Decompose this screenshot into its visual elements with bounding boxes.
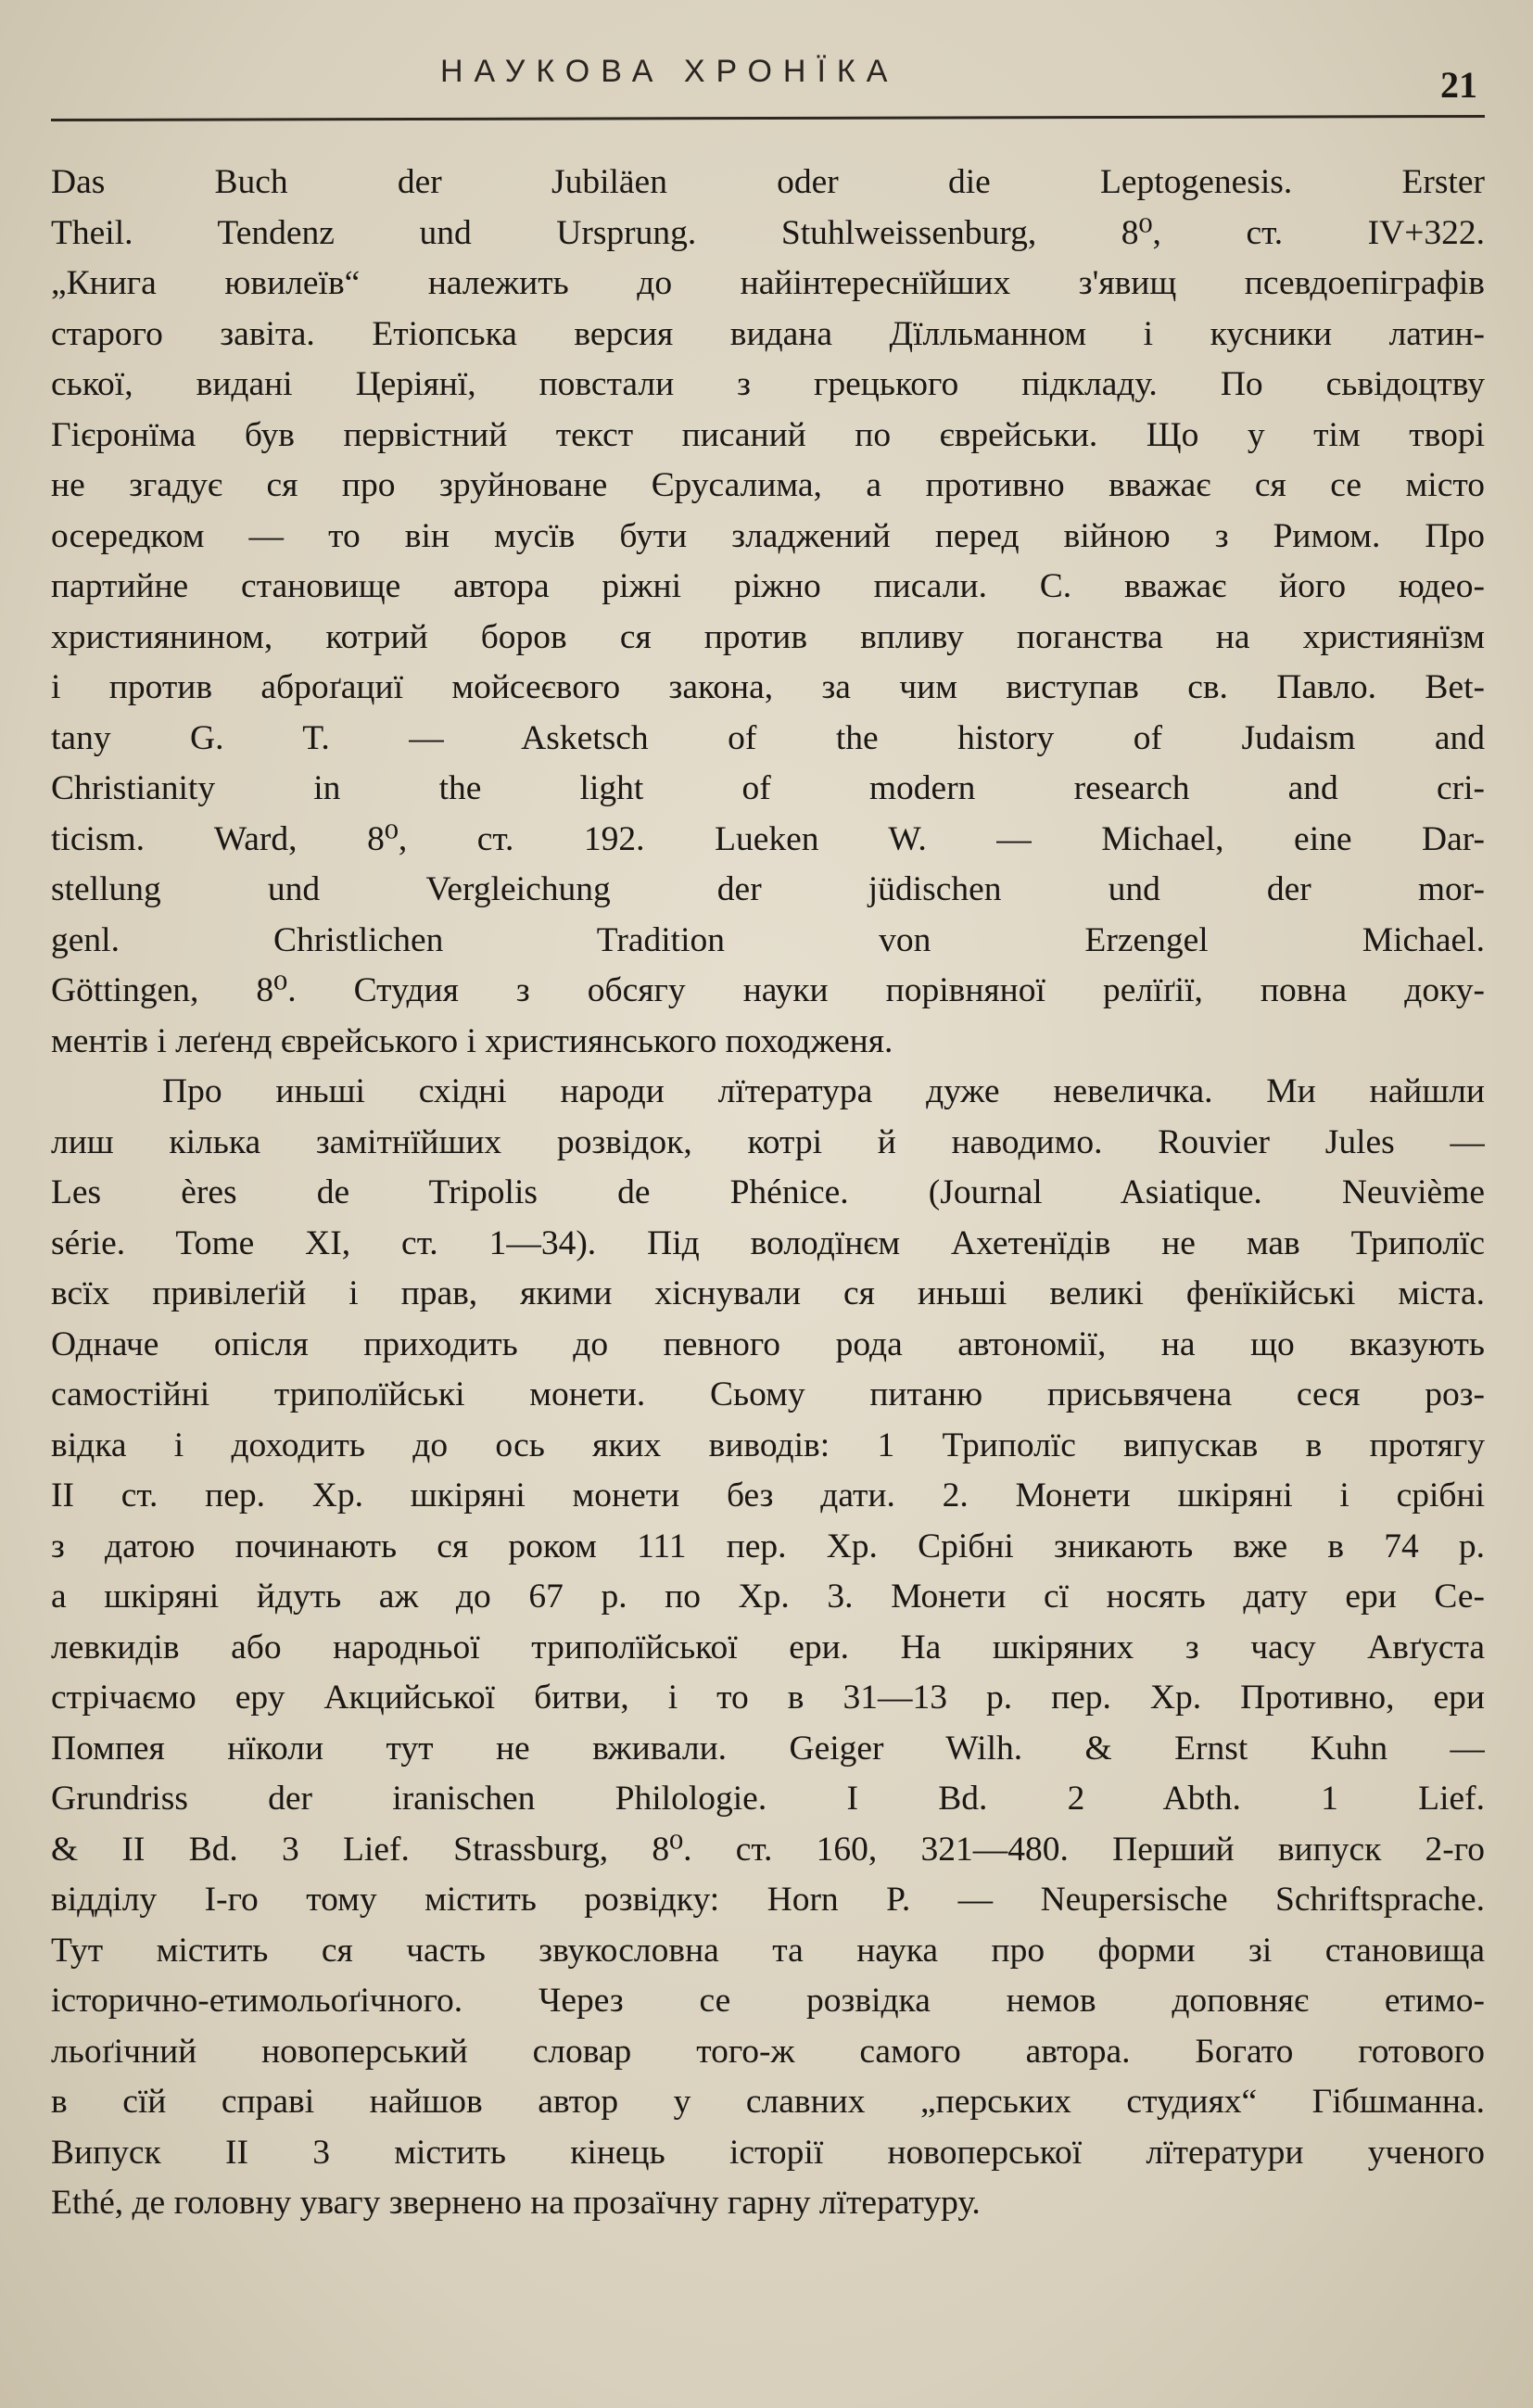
text-line: „Книга ювилеїв“ належить до найінтереснїйших з'явищ псевдоепіграфів xyxy=(51,264,1485,302)
running-head xyxy=(51,48,1485,113)
text-line: християнином, котрий боров ся против впливу поганства на християнїзм xyxy=(51,617,1485,656)
text-line: Theil. Tendenz und Ursprung. Stuhlweissenburg, 8⁰, ст. IV+322. xyxy=(51,213,1485,252)
running-title: НАУКОВА ХРОНЇКА xyxy=(440,54,899,89)
text-line: Тут містить ся часть звукословна та наука про форми зі становища xyxy=(51,1931,1485,1970)
text-line: партийне становище автора ріжні ріжно писали. С. вважає його юдео- xyxy=(51,567,1485,605)
text-line: лиш кілька замітнїйших розвідок, котрі й наводимо. Rouvier Jules — xyxy=(51,1122,1485,1161)
text-line: genl. Christlichen Tradition von Erzengel Michael. xyxy=(51,920,1485,959)
text-line: левкидів або народньої триполїйської ери. На шкіряних з часу Авґуста xyxy=(51,1628,1485,1667)
text-line: стрічаємо еру Акцийської битви, і то в 31—13 р. пер. Хр. Противно, ери xyxy=(51,1679,1485,1717)
text-line: Göttingen, 8⁰. Студия з обсягу науки порівняної релїґії, повна доку- xyxy=(51,971,1485,1009)
text-line: не згадує ся про зруйноване Єрусалима, а противно вважає ся се місто xyxy=(51,466,1485,504)
text-line: & II Bd. 3 Lief. Strassburg, 8⁰. ст. 160, 321—480. Перший випуск 2-го xyxy=(51,1830,1485,1869)
text-line: історично-етимольоґічного. Через се розвідка немов доповняє етимо- xyxy=(51,1982,1485,2020)
text-line: Одначе опісля приходить до певного рода автономії, на що вказують xyxy=(51,1324,1485,1363)
text-line: Помпея нїколи тут не вживали. Geiger Wilh. & Ernst Kuhn — xyxy=(51,1729,1485,1768)
text-line: льоґічний новоперський словар того-ж самого автора. Богато готового xyxy=(51,2032,1485,2071)
text-line: série. Tome XI, ст. 1—34). Під володїнєм Ахетенїдів не мав Триполїс xyxy=(51,1223,1485,1262)
text-line: старого завіта. Етіопська версия видана Дїлльманном і кусники латин- xyxy=(51,314,1485,353)
text-line: II ст. пер. Хр. шкіряні монети без дати. 2. Монети шкіряні і срібні xyxy=(51,1476,1485,1515)
text-line: і против аброґациї мойсеєвого закона, за чим виступав св. Павло. Bet- xyxy=(51,668,1485,706)
text-line: ментів і леґенд єврейського і християнського походженя. xyxy=(51,1021,893,1060)
text-line: Випуск II 3 містить кінець історії новоперської лїтератури ученого xyxy=(51,2133,1485,2172)
text-line: Les ères de Tripolis de Phénice. (Journal Asiatique. Neuvième xyxy=(51,1173,1485,1211)
text-line: Гієронїма був первістний текст писаний по єврейськи. Що у тім творі xyxy=(51,415,1485,454)
text-line: самостійні триполїйські монети. Сьому питаню присьвячена сеся роз- xyxy=(51,1375,1485,1413)
text-line: Grundriss der iranischen Philologie. I Bd. 2 Abth. 1 Lief. xyxy=(51,1780,1485,1818)
text-line: в сїй справі найшов автор у славних „перських студиях“ Гібшманна. xyxy=(51,2083,1485,2121)
text-line: Про иньші східні народи лїтература дуже невеличка. Ми найшли xyxy=(162,1072,1485,1110)
body-text xyxy=(51,158,1485,2229)
text-line: Das Buch der Jubiläen oder die Leptogenesis. Erster xyxy=(51,163,1485,201)
header-rule xyxy=(51,115,1485,121)
text-line: stellung und Vergleichung der jüdischen und der mor- xyxy=(51,870,1485,908)
text-line: осередком — то він мусїв бути зладжений перед війною з Римом. Про xyxy=(51,516,1485,555)
text-line: ticism. Ward, 8⁰, ст. 192. Lueken W. — Michael, eine Dar- xyxy=(51,819,1485,858)
page-number: 21 xyxy=(1440,64,1477,106)
text-line: ської, видані Церіянї, повстали з грецького підкладу. По сьвідоцтву xyxy=(51,365,1485,403)
text-line: всїх привілеґій і прав, якими хіснували ся иньші великі фенїкійські міста. xyxy=(51,1274,1485,1312)
text-line: а шкіряні йдуть аж до 67 р. по Хр. 3. Монети сї носять дату ери Се- xyxy=(51,1578,1485,1616)
text-line: з датою починають ся роком 111 пер. Хр. Срібні зникають вже в 74 р. xyxy=(51,1527,1485,1565)
text-line: відка і доходить до ось яких виводів: 1 Триполїс випускав в протягу xyxy=(51,1426,1485,1464)
text-line: відділу I-го тому містить розвідку: Horn P. — Neupersische Schriftsprache. xyxy=(51,1881,1485,1919)
text-line: Ethé, де головну увагу звернено на прозаїчну гарну лїтературу. xyxy=(51,2184,981,2222)
text-line: tany G. T. — Asketsch of the history of Judaism and xyxy=(51,718,1485,757)
text-line: Christianity in the light of modern research and cri- xyxy=(51,769,1485,807)
